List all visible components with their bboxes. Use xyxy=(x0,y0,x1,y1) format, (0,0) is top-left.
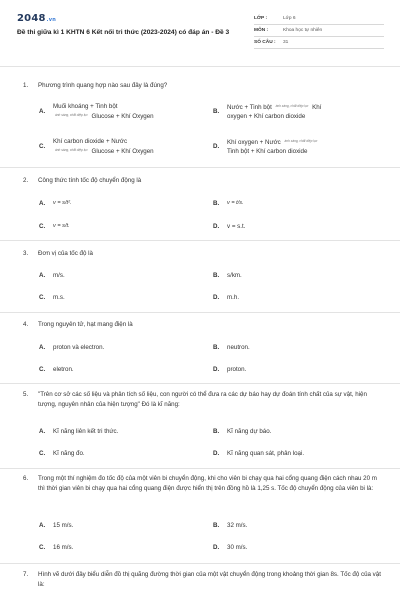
option-6c[interactable]: C. 16 m/s. xyxy=(39,544,74,551)
option-1a[interactable]: A. Muối khoáng + Tinh bột $^{ánh sáng, chất diệp lục}$ Glucose + Khí Oxygen xyxy=(39,103,154,120)
divider xyxy=(0,312,400,313)
question-4: 4. Trong nguyên tử, hạt mang điện là xyxy=(23,321,133,328)
question-6: 6. Trong một thí nghiệm đo tốc độ của một viên bi chuyển động, khi cho viên bi chạy qua hai cổng quang điện cách nhau 20 m thì thời gian viên bi chạy qua hai cổng quang điện được hiển thị trên đồng hồ là 1,25 s. Tốc độ chuyển động của viên bi là: xyxy=(23,475,377,492)
option-3b[interactable]: B. s/km. xyxy=(213,272,242,279)
divider xyxy=(0,468,400,469)
option-4d[interactable]: D. proton. xyxy=(213,366,247,373)
question-1: 1. Phương trình quang hợp nào sau đây là đúng? xyxy=(23,82,168,89)
option-4a[interactable]: A. proton và electron. xyxy=(39,344,105,351)
option-6b[interactable]: B. 32 m/s. xyxy=(213,522,248,529)
option-2d[interactable]: D. v = s.t. xyxy=(213,223,246,230)
option-3a[interactable]: A. m/s. xyxy=(39,272,65,279)
option-2b[interactable]: B. v = t/s. xyxy=(213,200,244,207)
divider xyxy=(0,240,400,241)
divider xyxy=(0,383,400,384)
meta-row-count: SỐ CÂU : 31 xyxy=(254,37,384,49)
question-7: 7. Hình vẽ dưới đây biểu diễn đồ thị quãng đường thời gian của một vật chuyển động trong khoảng thời gian 8s. Tốc độ của vật là: xyxy=(23,571,381,588)
option-5a[interactable]: A. Kĩ năng liên kết tri thức. xyxy=(39,428,119,435)
option-6d[interactable]: D. 30 m/s. xyxy=(213,544,248,551)
option-4c[interactable]: C. eletron. xyxy=(39,366,74,373)
divider xyxy=(0,167,400,168)
meta-row-class: LỚP : Lớp 6 xyxy=(254,13,384,25)
option-2c[interactable]: C. v = s/t. xyxy=(39,223,70,230)
option-1c[interactable]: C. Khí carbon dioxide + Nước $^{ánh sáng, chất diệp lục}$ Glucose + Khí Oxygen xyxy=(39,138,154,155)
meta-row-subject: MÔN : Khoa học tự nhiên xyxy=(254,25,384,37)
option-4b[interactable]: B. neutron. xyxy=(213,344,250,351)
divider xyxy=(0,66,400,67)
option-1d[interactable]: D. Khí oxygen + Nước $^{ánh sáng, chất diệp lục}$ Tinh bột + Khí carbon dioxide xyxy=(213,139,318,155)
question-5: 5. "Trên cơ sở các số liệu và phân tích số liệu, con người có thể đưa ra các dự báo hay dự đoán tính chất của sự vật, hiện tượng, nguyên nhân của hiện tượng" Đó là kĩ năng: xyxy=(23,391,367,408)
divider xyxy=(0,563,400,564)
option-3c[interactable]: C. m.s. xyxy=(39,294,65,301)
page-header xyxy=(0,0,400,66)
question-3: 3. Đơn vị của tốc độ là xyxy=(23,250,93,257)
question-2: 2. Công thức tính tốc độ chuyển động là xyxy=(23,177,142,184)
option-2a[interactable]: A. v = s/t². xyxy=(39,200,72,207)
page-title: Đề thi giữa kì 1 KHTN 6 Kết nối tri thức (2023-2024) có đáp án - Đề 3 xyxy=(17,29,230,36)
option-1b[interactable]: B. Nước + Tinh bột $^{ánh sáng, chất diệp lục}$ Khí oxygen + Khí carbon dioxide xyxy=(213,104,322,120)
option-6a[interactable]: A. 15 m/s. xyxy=(39,522,74,529)
option-5d[interactable]: D. Kĩ năng quan sát, phân loại. xyxy=(213,450,305,457)
option-5b[interactable]: B. Kĩ năng dự báo. xyxy=(213,428,272,435)
exam-meta xyxy=(254,13,384,49)
option-3d[interactable]: D. m.h. xyxy=(213,294,240,301)
site-logo[interactable]: 2048.vn xyxy=(17,13,56,24)
option-5c[interactable]: C. Kĩ năng đo. xyxy=(39,450,85,457)
